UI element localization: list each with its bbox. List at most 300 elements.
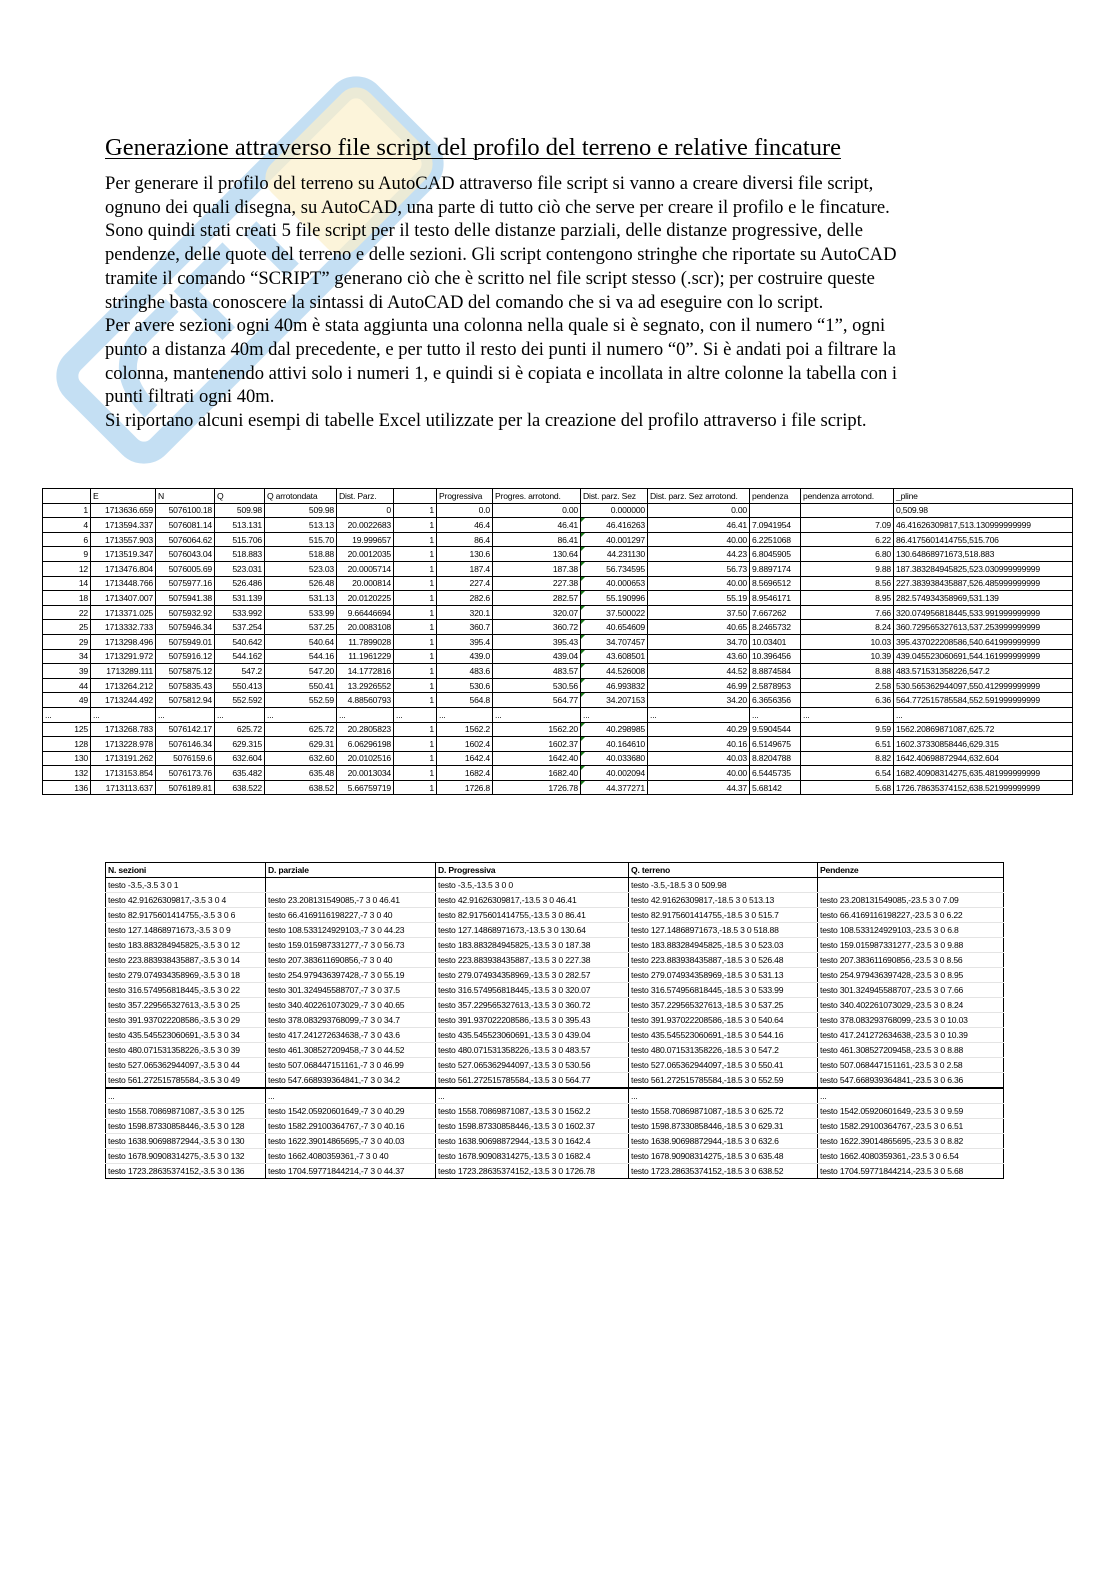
table-cell: ... — [750, 707, 801, 722]
table-cell: ... — [394, 707, 437, 722]
table-cell: 10.396456 — [750, 649, 801, 664]
paragraph-line: punto a distanza 40m dal precedente, e per tutto il resto dei punti il numero “0”. Si è andati poi a filtrare la — [105, 338, 897, 360]
table-cell: 483.57 — [493, 664, 581, 679]
table-cell: 20.0120225 — [337, 591, 394, 606]
table-cell: 5076064.62 — [156, 532, 215, 547]
table-cell: 227.383938435887,526.485999999999 — [894, 576, 1073, 591]
table-cell: testo 1678.90908314275,-13.5 3 0 1682.4 — [436, 1149, 629, 1164]
table-cell: 227.38 — [493, 576, 581, 591]
table-cell: testo 301.324945588707,-7 3 0 37.5 — [266, 983, 436, 998]
table-cell: 18 — [43, 591, 91, 606]
table-cell: 1726.78 — [493, 780, 581, 795]
table-cell: 8.5696512 — [750, 576, 801, 591]
table-row — [106, 1119, 1004, 1134]
table-cell: 7.66 — [801, 605, 894, 620]
table-cell: 5076189.81 — [156, 780, 215, 795]
table-cell: 187.4 — [437, 561, 493, 576]
table-cell: testo 82.9175601414755,-3.5 3 0 6 — [106, 908, 266, 923]
table-cell: ... — [265, 707, 337, 722]
table-cell: 7.09 — [801, 518, 894, 533]
table-cell: testo 127.14868971673,-13.5 3 0 130.64 — [436, 923, 629, 938]
paragraph-line: colonna, mantenendo attivi solo i numeri 1, e quindi si è copiata e incollata in altre colonne la tabella con i — [105, 362, 898, 384]
table-cell: 523.03 — [265, 561, 337, 576]
table-cell: 6.22 — [801, 532, 894, 547]
table-cell: testo 507.068447151161,-7 3 0 46.99 — [266, 1058, 436, 1073]
table-row — [106, 923, 1004, 938]
table-cell: 552.592 — [215, 693, 265, 708]
table-cell: testo 1678.90908314275,-3.5 3 0 132 — [106, 1149, 266, 1164]
table-row — [43, 518, 1073, 533]
table-cell: testo 357.229565327613,-3.5 3 0 25 — [106, 998, 266, 1013]
table-row — [43, 664, 1073, 679]
table-cell: testo 1638.90698872944,-18.5 3 0 632.6 — [629, 1134, 818, 1149]
table-cell: 1713291.972 — [91, 649, 156, 664]
table-cell: 0.00 — [648, 503, 750, 518]
table-cell: 531.139 — [215, 591, 265, 606]
table-cell: ... — [43, 707, 91, 722]
table-cell: testo 527.065362944097,-3.5 3 0 44 — [106, 1058, 266, 1073]
table-cell: testo 279.074934358969,-13.5 3 0 282.57 — [436, 968, 629, 983]
table-cell: 9.59 — [801, 722, 894, 737]
table-cell: testo 480.071531358226,-3.5 3 0 39 — [106, 1043, 266, 1058]
table-cell: testo 1662.4080359361,-7 3 0 40 — [266, 1149, 436, 1164]
table-cell: 9 — [43, 547, 91, 562]
table-cell: 6.5445735 — [750, 766, 801, 781]
table-cell: 37.50 — [648, 605, 750, 620]
table-cell: 439.0 — [437, 649, 493, 664]
table-cell: 6.06296198 — [337, 737, 394, 752]
table-cell: 44.23 — [648, 547, 750, 562]
table-row — [43, 503, 1073, 518]
table-row — [43, 620, 1073, 635]
table-cell: 1713244.492 — [91, 693, 156, 708]
table-cell: 5076100.18 — [156, 503, 215, 518]
table-cell: pendenza arrotond. — [801, 489, 894, 504]
table-cell: testo 316.574956818445,-13.5 3 0 320.07 — [436, 983, 629, 998]
table-cell: 530.6 — [437, 678, 493, 693]
table-cell: ... — [215, 707, 265, 722]
table-cell: testo 1704.59771844214,-7 3 0 44.37 — [266, 1164, 436, 1179]
table-row — [106, 1134, 1004, 1149]
table-cell: 136 — [43, 780, 91, 795]
table-row — [43, 737, 1073, 752]
table-cell: 8.88 — [801, 664, 894, 679]
table-cell: testo 435.545523060691,-3.5 3 0 34 — [106, 1028, 266, 1043]
table-cell: 10.39 — [801, 649, 894, 664]
table-cell: testo 435.545523060691,-18.5 3 0 544.16 — [629, 1028, 818, 1043]
table-cell: 43.60 — [648, 649, 750, 664]
table-cell: 5075835.43 — [156, 678, 215, 693]
table-cell: pendenza — [750, 489, 801, 504]
table-cell: 5076142.17 — [156, 722, 215, 737]
table-cell: testo 66.4169116198227,-7 3 0 40 — [266, 908, 436, 923]
table-row — [43, 576, 1073, 591]
table-cell: 1 — [394, 722, 437, 737]
table-cell: testo 82.9175601414755,-18.5 3 0 515.7 — [629, 908, 818, 923]
table-cell: 1562.20 — [493, 722, 581, 737]
table-cell: 1713289.111 — [91, 664, 156, 679]
table-cell: 0.000000 — [581, 503, 648, 518]
table-cell: 632.604 — [215, 751, 265, 766]
table-cell: 9.66446694 — [337, 605, 394, 620]
table-cell: 40.001297 — [581, 532, 648, 547]
table-cell: 5076043.04 — [156, 547, 215, 562]
table-cell: testo 1598.87330858446,-13.5 3 0 1602.37 — [436, 1119, 629, 1134]
paragraph-line: Sono quindi stati creati 5 file script per il testo delle distanze parziali, delle distanze progressive, delle — [105, 220, 863, 242]
table-cell: 132 — [43, 766, 91, 781]
table-cell — [750, 503, 801, 518]
table-cell: N. sezioni — [106, 863, 266, 878]
table-cell: testo 183.883284945825,-3.5 3 0 12 — [106, 938, 266, 953]
table-cell — [394, 489, 437, 504]
table-cell: testo 391.937022208586,-13.5 3 0 395.43 — [436, 1013, 629, 1028]
table-cell: 552.59 — [265, 693, 337, 708]
table-cell: 1713268.783 — [91, 722, 156, 737]
table-row — [43, 532, 1073, 547]
table-cell: testo 301.324945588707,-23.5 3 0 7.66 — [818, 983, 1004, 998]
table-cell: 20.0102516 — [337, 751, 394, 766]
table-cell: 632.60 — [265, 751, 337, 766]
table-cell: 320.1 — [437, 605, 493, 620]
table-cell: 55.190996 — [581, 591, 648, 606]
table-row — [106, 983, 1004, 998]
table-row — [106, 878, 1004, 893]
table-cell: 40.033680 — [581, 751, 648, 766]
table-cell: 11.1961229 — [337, 649, 394, 664]
table-cell: testo 547.668939364841,-7 3 0 34.2 — [266, 1073, 436, 1089]
table-cell: 8.56 — [801, 576, 894, 591]
table-cell: ... — [801, 707, 894, 722]
table-cell: ... — [91, 707, 156, 722]
table-cell: testo 1582.29100364767,-23.5 3 0 6.51 — [818, 1119, 1004, 1134]
table-cell: 20.0083108 — [337, 620, 394, 635]
table-cell: 1713557.903 — [91, 532, 156, 547]
table-cell: 1726.78635374152,638.521999999999 — [894, 780, 1073, 795]
table-cell: 14 — [43, 576, 91, 591]
table-cell: testo 159.015987331277,-7 3 0 56.73 — [266, 938, 436, 953]
table-cell: testo 1723.28635374152,-3.5 3 0 136 — [106, 1164, 266, 1179]
table-cell: Q — [215, 489, 265, 504]
table-cell: testo 1638.90698872944,-3.5 3 0 130 — [106, 1134, 266, 1149]
table-row — [43, 634, 1073, 649]
table-cell: testo 207.383611690856,-23.5 3 0 8.56 — [818, 953, 1004, 968]
table-cell: 46.41626309817,513.130999999999 — [894, 518, 1073, 533]
table-cell: 8.8204788 — [750, 751, 801, 766]
table-cell: 40.65 — [648, 620, 750, 635]
table-cell: 360.7 — [437, 620, 493, 635]
table-cell: 187.38 — [493, 561, 581, 576]
table-cell: 46.41 — [493, 518, 581, 533]
table-cell: 360.729565327613,537.253999999999 — [894, 620, 1073, 635]
table-cell: testo 108.533124929103,-7 3 0 44.23 — [266, 923, 436, 938]
table-cell: testo 507.068447151161,-23.5 3 0 2.58 — [818, 1058, 1004, 1073]
table-row — [106, 998, 1004, 1013]
table-cell: 1713594.337 — [91, 518, 156, 533]
table-cell: 8.9546171 — [750, 591, 801, 606]
table-cell: 44.377271 — [581, 780, 648, 795]
table-header-row — [43, 489, 1073, 504]
table-cell: 540.64 — [265, 634, 337, 649]
table-cell: testo 561.272515785584,-13.5 3 0 564.77 — [436, 1073, 629, 1089]
table-cell: testo 1678.90908314275,-18.5 3 0 635.48 — [629, 1149, 818, 1164]
table-row — [106, 908, 1004, 923]
table-cell: testo 391.937022208586,-3.5 3 0 29 — [106, 1013, 266, 1028]
table-cell: 1713153.854 — [91, 766, 156, 781]
table-cell: ... — [581, 707, 648, 722]
table-cell: 638.522 — [215, 780, 265, 795]
table-cell: 86.4175601414755,515.706 — [894, 532, 1073, 547]
table-cell: ... — [493, 707, 581, 722]
table-cell: testo -3.5,-3.5 3 0 1 — [106, 878, 266, 893]
table-cell: 2.58 — [801, 678, 894, 693]
table-cell: testo 316.574956818445,-3.5 3 0 22 — [106, 983, 266, 998]
table-cell: 40.03 — [648, 751, 750, 766]
table-cell: ... — [629, 1088, 818, 1104]
table-cell: 5075949.01 — [156, 634, 215, 649]
table-cell: testo 1662.4080359361,-23.5 3 0 6.54 — [818, 1149, 1004, 1164]
table-cell: 282.6 — [437, 591, 493, 606]
table-cell: testo 378.083293768099,-7 3 0 34.7 — [266, 1013, 436, 1028]
table-cell: 533.992 — [215, 605, 265, 620]
table-cell: 1642.40698872944,632.604 — [894, 751, 1073, 766]
table-cell: testo 1598.87330858446,-18.5 3 0 629.31 — [629, 1119, 818, 1134]
table-cell: 395.437022208586,540.641999999999 — [894, 634, 1073, 649]
table-row — [106, 1088, 1004, 1104]
table-cell: testo 279.074934358969,-3.5 3 0 18 — [106, 968, 266, 983]
table-cell: 8.82 — [801, 751, 894, 766]
table-cell: 1562.2 — [437, 722, 493, 737]
table-cell: 8.8874584 — [750, 664, 801, 679]
table-cell: ... — [156, 707, 215, 722]
table-row — [106, 938, 1004, 953]
table-header-row — [106, 863, 1004, 878]
table-cell: 20.2805823 — [337, 722, 394, 737]
table-cell: 1 — [394, 634, 437, 649]
table-cell: 6.54 — [801, 766, 894, 781]
table-cell: Pendenze — [818, 863, 1004, 878]
table-cell: testo 66.4169116198227,-23.5 3 0 6.22 — [818, 908, 1004, 923]
table-cell: 20.0012035 — [337, 547, 394, 562]
table-row — [43, 678, 1073, 693]
table-cell: ... — [894, 707, 1073, 722]
table-cell: 526.486 — [215, 576, 265, 591]
table-cell: 1 — [394, 664, 437, 679]
table-cell: 19.999657 — [337, 532, 394, 547]
table-cell: 523.031 — [215, 561, 265, 576]
table-cell: 40.00 — [648, 576, 750, 591]
table-cell: 34.207153 — [581, 693, 648, 708]
table-cell: 125 — [43, 722, 91, 737]
table-cell: 6.5149675 — [750, 737, 801, 752]
table-cell: D. parziale — [266, 863, 436, 878]
table-cell: testo 435.545523060691,-13.5 3 0 439.04 — [436, 1028, 629, 1043]
table-cell: 20.000814 — [337, 576, 394, 591]
paragraph-line: stringhe basta conoscere la sintassi di AutoCAD del comando che si va ad eseguire con lo script. — [105, 291, 824, 313]
table-cell: 227.4 — [437, 576, 493, 591]
table-cell: testo 1542.05920601649,-23.5 3 0 9.59 — [818, 1104, 1004, 1119]
table-cell: 1713519.347 — [91, 547, 156, 562]
table-cell: 8.95 — [801, 591, 894, 606]
table-row — [106, 1028, 1004, 1043]
table-cell: 46.41 — [648, 518, 750, 533]
table-cell: 44.52 — [648, 664, 750, 679]
table-row — [43, 693, 1073, 708]
table-cell: 1 — [394, 737, 437, 752]
table-cell: 518.883 — [215, 547, 265, 562]
table-cell: testo 183.883284945825,-18.5 3 0 523.03 — [629, 938, 818, 953]
table-cell: 5.68142 — [750, 780, 801, 795]
table-cell: 1713191.262 — [91, 751, 156, 766]
table-cell: 1 — [394, 591, 437, 606]
table-cell: 1713332.733 — [91, 620, 156, 635]
table-cell: 1562.20869871087,625.72 — [894, 722, 1073, 737]
excel-table-script-strings — [105, 862, 1004, 1179]
table-cell: 5076081.14 — [156, 518, 215, 533]
table-cell: testo 357.229565327613,-18.5 3 0 537.25 — [629, 998, 818, 1013]
table-cell: testo 316.574956818445,-18.5 3 0 533.99 — [629, 983, 818, 998]
table-cell: 540.642 — [215, 634, 265, 649]
table-cell: 34.707457 — [581, 634, 648, 649]
table-cell: testo 1558.70869871087,-13.5 3 0 1562.2 — [436, 1104, 629, 1119]
table-cell: 46.993832 — [581, 678, 648, 693]
table-cell: 12 — [43, 561, 91, 576]
table-cell: 7.667262 — [750, 605, 801, 620]
table-cell: 513.13 — [265, 518, 337, 533]
table-cell: 10.03401 — [750, 634, 801, 649]
table-cell: 9.8897174 — [750, 561, 801, 576]
table-cell: 6.51 — [801, 737, 894, 752]
table-cell: 533.99 — [265, 605, 337, 620]
table-cell: 515.70 — [265, 532, 337, 547]
table-cell: 55.19 — [648, 591, 750, 606]
table-cell: Dist. parz. Sez arrotond. — [648, 489, 750, 504]
table-cell: testo 82.9175601414755,-13.5 3 0 86.41 — [436, 908, 629, 923]
table-cell: 40.298985 — [581, 722, 648, 737]
body-paragraph — [105, 172, 897, 433]
table-cell: 439.045523060691,544.161999999999 — [894, 649, 1073, 664]
table-cell: 46.416263 — [581, 518, 648, 533]
table-cell: 5.66759719 — [337, 780, 394, 795]
table-cell: 537.25 — [265, 620, 337, 635]
table-row — [106, 1149, 1004, 1164]
table-cell: 1713407.007 — [91, 591, 156, 606]
table-cell: testo 527.065362944097,-13.5 3 0 530.56 — [436, 1058, 629, 1073]
table-row — [106, 1073, 1004, 1089]
paragraph-line: Per generare il profilo del terreno su AutoCAD attraverso file script si vanno a creare diversi file script, — [105, 173, 874, 194]
table-cell: 5076173.76 — [156, 766, 215, 781]
table-cell: 40.29 — [648, 722, 750, 737]
table-cell: testo 1582.29100364767,-7 3 0 40.16 — [266, 1119, 436, 1134]
table-cell: testo 23.208131549085,-7 3 0 46.41 — [266, 893, 436, 908]
table-cell: 1 — [394, 693, 437, 708]
table-cell: 1713264.212 — [91, 678, 156, 693]
table-cell: 629.31 — [265, 737, 337, 752]
table-row — [106, 1013, 1004, 1028]
table-cell: 40.002094 — [581, 766, 648, 781]
table-row — [43, 605, 1073, 620]
paragraph-line: Si riportano alcuni esempi di tabelle Excel utilizzate per la creazione del profilo attraverso i file script. — [105, 410, 867, 432]
excel-table-points — [42, 488, 1073, 795]
table-cell: testo 340.402261073029,-23.5 3 0 8.24 — [818, 998, 1004, 1013]
table-cell: 526.48 — [265, 576, 337, 591]
table-cell: 1 — [394, 532, 437, 547]
table-cell: 629.315 — [215, 737, 265, 752]
table-cell: 1713298.496 — [91, 634, 156, 649]
table-cell: 44 — [43, 678, 91, 693]
table-cell: testo 1542.05920601649,-7 3 0 40.29 — [266, 1104, 436, 1119]
table-cell: 360.72 — [493, 620, 581, 635]
table-row — [106, 968, 1004, 983]
table-cell: 44.526008 — [581, 664, 648, 679]
table-cell: 282.574934358969,531.139 — [894, 591, 1073, 606]
table-cell: 1 — [394, 576, 437, 591]
table-cell: 635.48 — [265, 766, 337, 781]
table-cell: 1 — [394, 605, 437, 620]
table-cell — [818, 878, 1004, 893]
table-cell: 1 — [394, 678, 437, 693]
table-row — [43, 649, 1073, 664]
table-cell: 1713371.025 — [91, 605, 156, 620]
table-cell: 537.254 — [215, 620, 265, 635]
table-row — [106, 893, 1004, 908]
table-cell: 20.0005714 — [337, 561, 394, 576]
paragraph-line: ognuno dei quali disegna, su AutoCAD, una parte di tutto ciò che serve per creare il profilo e le fincature. — [105, 196, 890, 218]
table-cell: testo 378.083293768099,-23.5 3 0 10.03 — [818, 1013, 1004, 1028]
table-cell: Q. terreno — [629, 863, 818, 878]
table-cell: 544.162 — [215, 649, 265, 664]
table-cell: 56.734595 — [581, 561, 648, 576]
table-cell: 43.608501 — [581, 649, 648, 664]
table-cell: 1 — [394, 518, 437, 533]
document-title: Generazione attraverso file script del profilo del terreno e relative fincature — [105, 134, 841, 161]
table-cell: Progres. arrotond. — [493, 489, 581, 504]
paragraph-line: pendenze, delle quote del terreno e delle sezioni. Gli script contengono stringhe che riportate su AutoCAD — [105, 244, 897, 266]
table-cell: 282.57 — [493, 591, 581, 606]
table-cell: 1 — [394, 766, 437, 781]
table-cell: 11.7899028 — [337, 634, 394, 649]
paragraph-line: punti filtrati ogni 40m. — [105, 386, 275, 408]
table-cell: Progressiva — [437, 489, 493, 504]
table-row — [43, 591, 1073, 606]
table-cell: testo 42.91626309817,-3.5 3 0 4 — [106, 893, 266, 908]
table-cell: 320.074956818445,533.991999999999 — [894, 605, 1073, 620]
table-cell: 547.20 — [265, 664, 337, 679]
table-row — [106, 1058, 1004, 1073]
table-cell: 0.0 — [437, 503, 493, 518]
table-cell: testo 1638.90698872944,-13.5 3 0 1642.4 — [436, 1134, 629, 1149]
table-cell: ... — [266, 1088, 436, 1104]
table-cell: 6 — [43, 532, 91, 547]
table-cell: 1642.40 — [493, 751, 581, 766]
table-cell: 128 — [43, 737, 91, 752]
table-cell: 1 — [394, 620, 437, 635]
table-cell: 564.8 — [437, 693, 493, 708]
table-cell: 547.2 — [215, 664, 265, 679]
table-cell: 44.37 — [648, 780, 750, 795]
table-cell: 34 — [43, 649, 91, 664]
table-cell: 6.3656356 — [750, 693, 801, 708]
table-cell: 1682.4 — [437, 766, 493, 781]
table-cell: 625.72 — [265, 722, 337, 737]
table-cell: testo 417.241272634638,-23.5 3 0 10.39 — [818, 1028, 1004, 1043]
table-cell: 37.500022 — [581, 605, 648, 620]
table-cell: 86.4 — [437, 532, 493, 547]
table-cell: 5.68 — [801, 780, 894, 795]
table-cell: testo 340.402261073029,-7 3 0 40.65 — [266, 998, 436, 1013]
table-cell: testo 1598.87330858446,-3.5 3 0 128 — [106, 1119, 266, 1134]
table-cell: 14.1772816 — [337, 664, 394, 679]
table-cell: 1 — [394, 503, 437, 518]
